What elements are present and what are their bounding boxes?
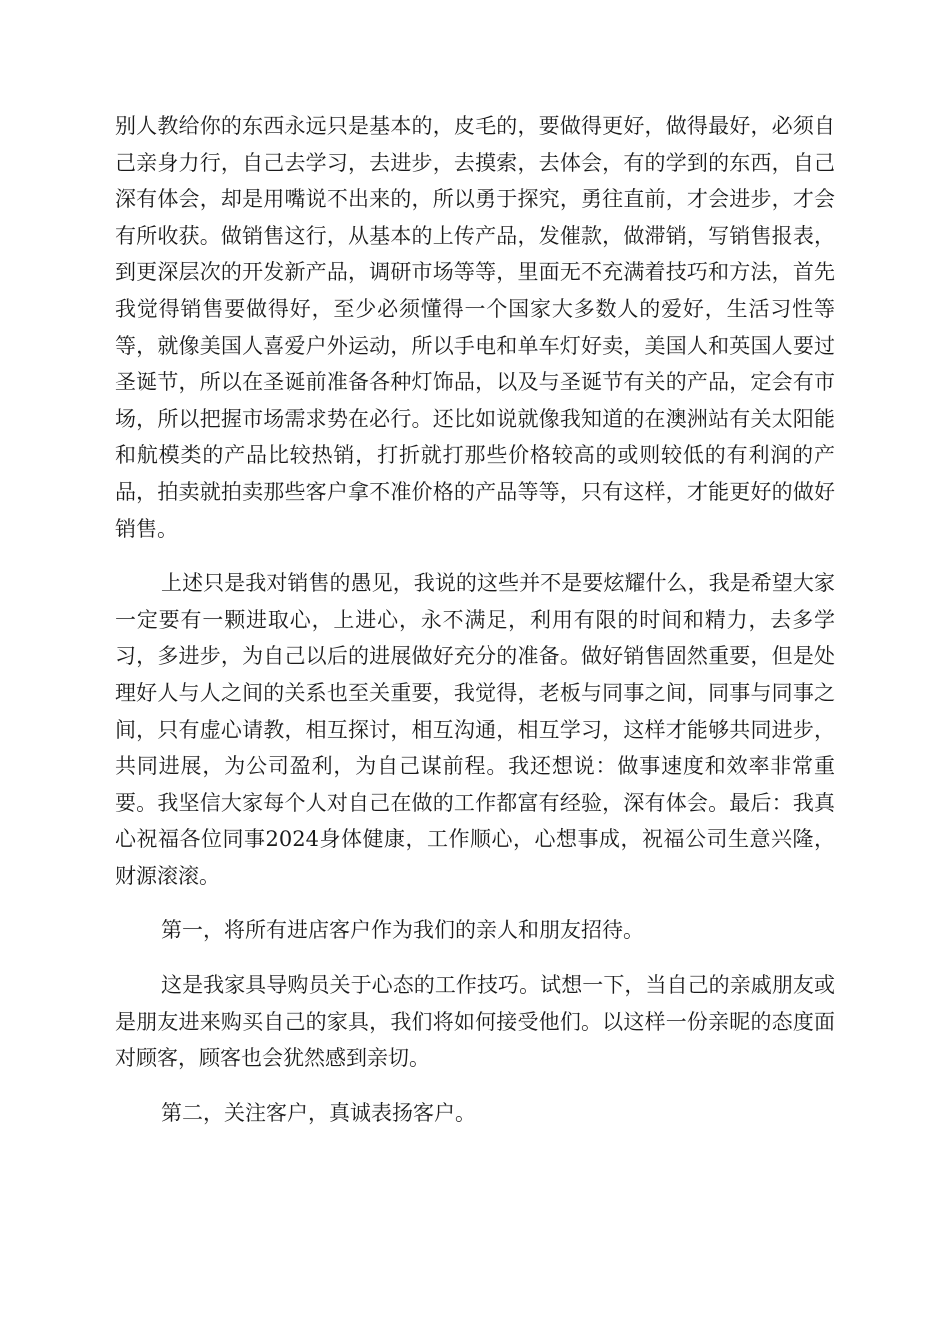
paragraph-opinion-and-wishes: 上述只是我对销售的愚见，我说的这些并不是要炫耀什么，我是希望大家一定要有一颗进取心，上进心，永不满足，利用有限的时间和精力，去多学习，多进步，为自己以后的进展做好充分的准备。做好销售固然重要，但是处理好人与人之间的关系也至关重要，我觉得，老板与同事之间，同事与同事之间，只有虚心请教，相互探讨，相互沟通，相互学习，这样才能够共同进步，共同进展，为公司盈利，为自己谋前程。我还想说：做事速度和效率非常重要。我坚信大家每个人对自己在做的工作都富有经验，深有体会。最后：我真心祝福各位同事2024身体健康，工作顺心，心想事成，祝福公司生意兴隆，财源滚滚。 (115, 571, 835, 888)
paragraph-point-one-body: 这是我家具导购员关于心态的工作技巧。试想一下，当自己的亲戚朋友或是朋友进来购买自己的家具，我们将如何接受他们。以这样一份亲昵的态度面对顾客，顾客也会犹然感到亲切。 (115, 973, 835, 1071)
paragraph-sales-experience: 别人教给你的东西永远只是基本的，皮毛的，要做得更好，做得最好，必须自己亲身力行，自己去学习，去进步，去摸索，去体会，有的学到的东西，自己深有体会，却是用嘴说不出来的，所以勇于探究，勇往直前，才会进步，才会有所收获。做销售这行，从基本的上传产品，发催款，做滞销，写销售报表，到更深层次的开发新产品，调研市场等等，里面无不充满着技巧和方法，首先我觉得销售要做得好，至少必须懂得一个国家大多数人的爱好，生活习性等等，就像美国人喜爱户外运动，所以手电和单车灯好卖，美国人和英国人要过圣诞节，所以在圣诞前准备各种灯饰品，以及与圣诞节有关的产品，定会有市场，所以把握市场需求势在必行。还比如说就像我知道的在澳洲站有关太阳能和航模类的产品比较热销，打折就打那些价格较高的或则较低的有利润的产品，拍卖就拍卖那些客户拿不准价格的产品等等，只有这样，才能更好的做好销售。 (115, 114, 835, 541)
document-page (115, 108, 835, 1131)
paragraph-point-one-heading: 第一，将所有进店客户作为我们的亲人和朋友招待。 (161, 918, 644, 943)
paragraph-point-two-heading: 第二，关注客户，真诚表扬客户。 (161, 1100, 476, 1125)
